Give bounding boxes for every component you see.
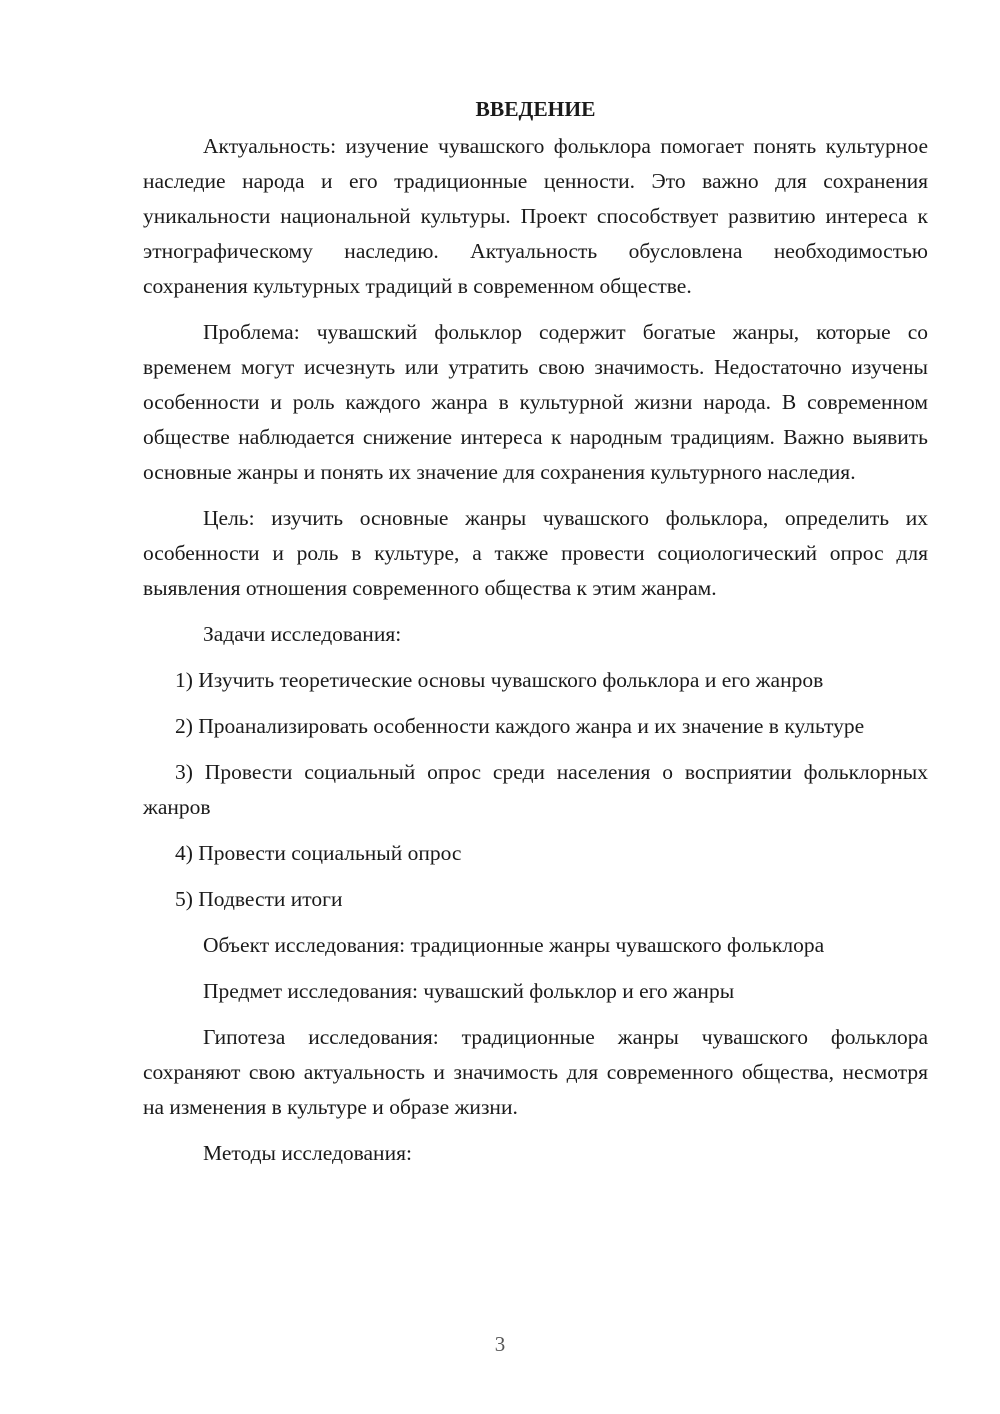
subject-paragraph: Предмет исследования: чувашский фольклор и его жанры <box>203 979 735 1003</box>
task-item: 1) Изучить теоретические основы чувашского фольклора и его жанров <box>175 668 824 692</box>
goal-paragraph: Цель: изучить основные жанры чувашского фольклора, определить их особенности и роль в культуре, а также провести социологический опрос для выявления отношения современного общества к этим жанрам. <box>143 506 928 600</box>
tasks-heading: Задачи исследования: <box>203 622 402 646</box>
problem-paragraph: Проблема: чувашский фольклор содержит богатые жанры, которые со временем могут исчезнуть или утратить свою значимость. Недостаточно изучены особенности и роль каждого жанра в культурной жизни народа. В современном обществе наблюдается снижение интереса к народным традициям. Важно выявить основные жанры и понять их значение для сохранения культурного наследия. <box>143 320 928 484</box>
page-content <box>143 92 928 1182</box>
hypothesis-paragraph: Гипотеза исследования: традиционные жанры чувашского фольклора сохраняют свою актуальность и значимость для современного общества, несмотря на изменения в культуре и образе жизни. <box>143 1025 928 1119</box>
task-item: 5) Подвести итоги <box>175 887 343 911</box>
task-item: 3) Провести социальный опрос среди населения о восприятии фольклорных жанров <box>143 760 928 819</box>
task-item: 4) Провести социальный опрос <box>175 841 462 865</box>
relevance-paragraph: Актуальность: изучение чувашского фольклора помогает понять культурное наследие народа и его традиционные ценности. Это важно для сохранения уникальности национальной культуры. Проект способствует развитию интереса к этнографическому наследию. Актуальность обусловлена необходимостью сохранения культурных традиций в современном обществе. <box>143 134 928 298</box>
methods-heading: Методы исследования: <box>203 1141 412 1165</box>
task-item: 2) Проанализировать особенности каждого жанра и их значение в культуре <box>175 714 865 738</box>
object-paragraph: Объект исследования: традиционные жанры чувашского фольклора <box>203 933 825 957</box>
page-title: ВВЕДЕНИЕ <box>475 97 596 121</box>
page-number: 3 <box>494 1332 506 1356</box>
